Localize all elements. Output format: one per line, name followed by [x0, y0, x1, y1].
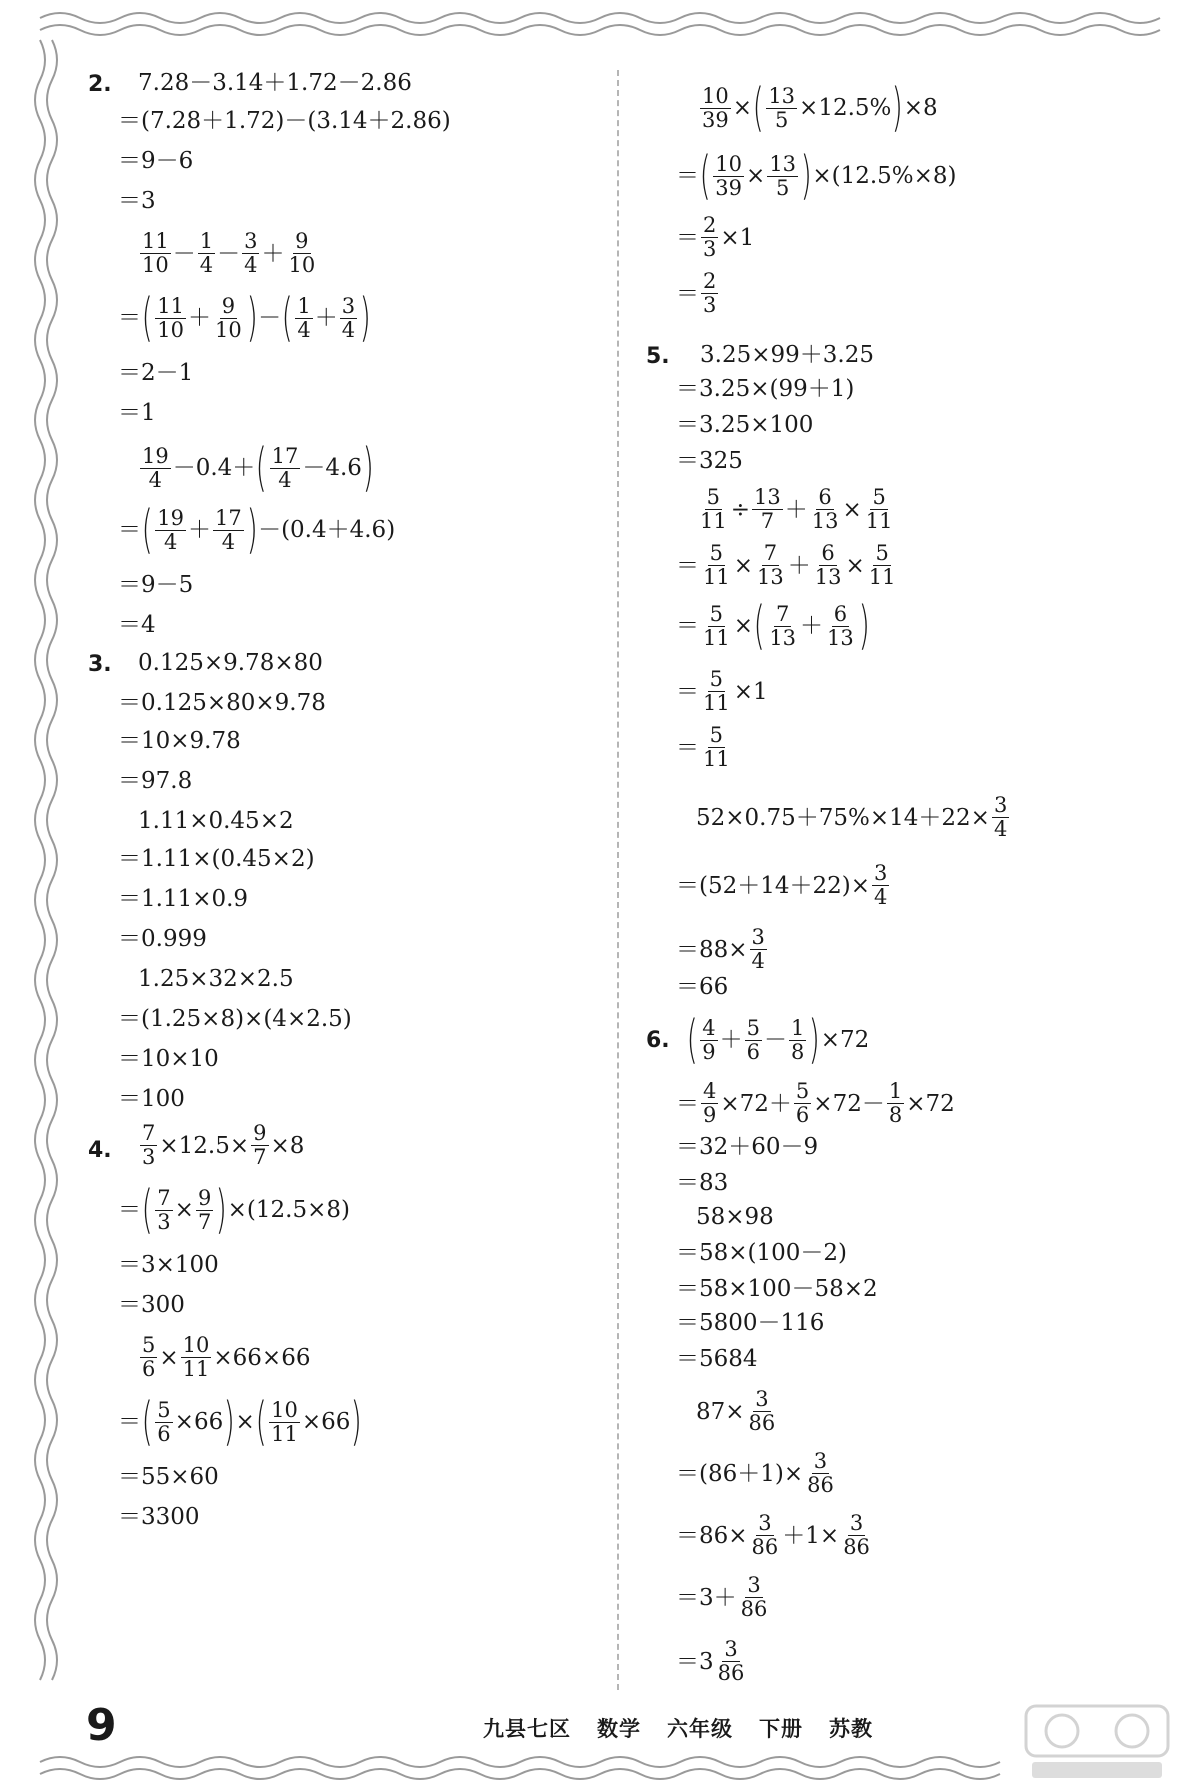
fraction: $\frac{9}{10}$ [288, 229, 316, 277]
watermark-logo-icon [1022, 1702, 1172, 1784]
problem-number-3: 3. [88, 652, 112, 677]
fraction-equation-line: ＝ ( $\frac{19}{4}$ ＋ $\frac{17}{4}$ ) －(0.4＋4.6) [118, 500, 396, 560]
equation-line: 1.11×0.45×2 [138, 808, 294, 834]
equation-line: ＝100 [118, 1086, 185, 1112]
fraction-equation-line: $\frac{19}{4}$ －0.4＋ ( $\frac{17}{4}$ －4.6 ) [142, 438, 374, 498]
fraction-equation-line: ＝ ( $\frac{11}{10}$ ＋ $\frac{9}{10}$ ) － ( $\frac{1}{4}$ ＋ $\frac{3}{4}$ ) [118, 288, 371, 348]
fraction-equation-line: 52×0.75＋75%×14＋22× $\frac{3}{4}$ [696, 793, 1008, 841]
fraction-equation-line: $\frac{10}{39}$ × ( $\frac{13}{5}$ ×12.5% ) ×8 [702, 78, 938, 138]
equation-line: ＝3.25×(99＋1) [676, 376, 855, 402]
fraction-equation-line: 87× $\frac{3}{86}$ [696, 1387, 776, 1435]
equation-line: ＝66 [676, 974, 729, 1000]
equation-line: ＝3300 [118, 1504, 200, 1530]
mixed-number-line: ＝ 3 $\frac{3}{86}$ [676, 1637, 745, 1685]
fraction-equation-line: $\frac{11}{10}$ － $\frac{1}{4}$ － $\frac{3}{4}$ ＋ $\frac{9}{10}$ [142, 229, 316, 277]
problem-number-2: 2. [88, 72, 112, 97]
fraction-equation-line: ＝3＋ $\frac{3}{86}$ [676, 1573, 768, 1621]
equation-line: ＝0.999 [118, 926, 207, 952]
fraction-equation-line: ＝ ( $\frac{5}{6}$ ×66 ) × ( $\frac{10}{11}$ ×66 ) [118, 1392, 363, 1452]
fraction-equation-line: ＝ $\frac{4}{9}$ ×72＋ $\frac{5}{6}$ ×72－ $\frac{1}{8}$ ×72 [676, 1079, 955, 1127]
equation-line: ＝2－1 [118, 360, 194, 386]
equation-line: ＝3 [118, 188, 156, 214]
equation-line: 7.28－3.14＋1.72－2.86 [138, 70, 412, 96]
fraction: $\frac{1}{4}$ [199, 229, 214, 277]
equation-line: ＝55×60 [118, 1464, 219, 1490]
fraction-equation-line: ＝86× $\frac{3}{86}$ ＋1× $\frac{3}{86}$ [676, 1511, 870, 1559]
equation-line: ＝1 [118, 400, 156, 426]
fraction-equation-line: ＝ $\frac{5}{11}$ ×1 [676, 667, 768, 715]
equation-line: ＝10×9.78 [118, 728, 241, 754]
equation-line: ＝0.125×80×9.78 [118, 690, 326, 716]
book-info [483, 1713, 873, 1743]
column-divider [617, 70, 619, 1690]
equation-line: ＝83 [676, 1170, 729, 1196]
fraction-equation-line: ＝ $\frac{5}{11}$ [676, 723, 730, 771]
fraction-equation-line: ( $\frac{4}{9}$ ＋ $\frac{5}{6}$ － $\frac{1}{8}$ ) ×72 [686, 1010, 870, 1070]
equation-line: ＝9－6 [118, 148, 194, 174]
fraction-equation-line: ＝ $\frac{5}{11}$ × ( $\frac{7}{13}$ ＋ $\frac{6}{13}$ ) [676, 596, 870, 656]
equation-line: ＝9－5 [118, 572, 194, 598]
book-publisher: 苏教 [829, 1716, 873, 1741]
page-number: 9 [86, 1700, 117, 1751]
fraction-equation-line: ＝(86＋1)× $\frac{3}{86}$ [676, 1449, 834, 1497]
equation-line: 0.125×9.78×80 [138, 650, 323, 676]
fraction-equation-line: $\frac{5}{6}$ × $\frac{10}{11}$ ×66×66 [142, 1333, 311, 1381]
fraction-equation-line: ＝ ( $\frac{10}{39}$ × $\frac{13}{5}$ ) ×(12.5%×8) [676, 146, 957, 206]
fraction: $\frac{11}{10}$ [142, 229, 169, 277]
equation-line: ＝58×100－58×2 [676, 1276, 878, 1302]
equation-line: ＝325 [676, 448, 743, 474]
fraction-equation-line: ＝ $\frac{5}{11}$ × $\frac{7}{13}$ ＋ $\frac{6}{13}$ × $\frac{5}{11}$ [676, 541, 896, 589]
equation-line: ＝32＋60－9 [676, 1134, 819, 1160]
equation-line: 1.25×32×2.5 [138, 966, 294, 992]
equation-line: 58×98 [696, 1204, 774, 1230]
fraction-equation-line: ＝(52＋14＋22)× $\frac{3}{4}$ [676, 861, 888, 909]
problem-number-5: 5. [646, 344, 670, 369]
fraction-equation-line: $\frac{7}{3}$ ×12.5× $\frac{9}{7}$ ×8 [142, 1121, 305, 1169]
fraction-equation-line: ＝ $\frac{2}{3}$ ×1 [676, 213, 755, 261]
fraction-equation-line: $\frac{5}{11}$ ÷ $\frac{13}{7}$ ＋ $\frac{6}{13}$ × $\frac{5}{11}$ [700, 485, 893, 533]
equation-line: ＝4 [118, 612, 156, 638]
problem-number-4: 4. [88, 1138, 112, 1163]
equation-line: ＝3.25×100 [676, 412, 814, 438]
equation-line: ＝300 [118, 1292, 185, 1318]
equation-line: ＝5800－116 [676, 1310, 825, 1336]
book-subject: 数学 [597, 1716, 641, 1741]
fraction: $\frac{3}{4}$ [244, 229, 258, 277]
fraction-equation-line: ＝88× $\frac{3}{4}$ [676, 925, 765, 973]
book-grade: 六年级 [667, 1716, 733, 1741]
equation-line: ＝3×100 [118, 1252, 219, 1278]
fraction-equation-line: ＝ $\frac{2}{3}$ [676, 269, 717, 317]
book-volume: 下册 [759, 1716, 803, 1741]
equation-line: ＝1.11×(0.45×2) [118, 846, 315, 872]
problem-number-6: 6. [646, 1028, 670, 1053]
equation-line: ＝58×(100－2) [676, 1240, 848, 1266]
fraction-equation-line: ＝ ( $\frac{7}{3}$ × $\frac{9}{7}$ ) ×(12.5×8) [118, 1180, 350, 1240]
equation-line: ＝10×10 [118, 1046, 219, 1072]
equation-line: ＝1.11×0.9 [118, 886, 249, 912]
equation-line: ＝97.8 [118, 768, 193, 794]
equation-line: 3.25×99＋3.25 [700, 342, 874, 368]
equation-line: ＝5684 [676, 1346, 758, 1372]
equation-line: ＝(7.28＋1.72)－(3.14＋2.86) [118, 108, 451, 134]
equation-line: ＝(1.25×8)×(4×2.5) [118, 1006, 352, 1032]
book-region: 九县七区 [483, 1716, 571, 1741]
